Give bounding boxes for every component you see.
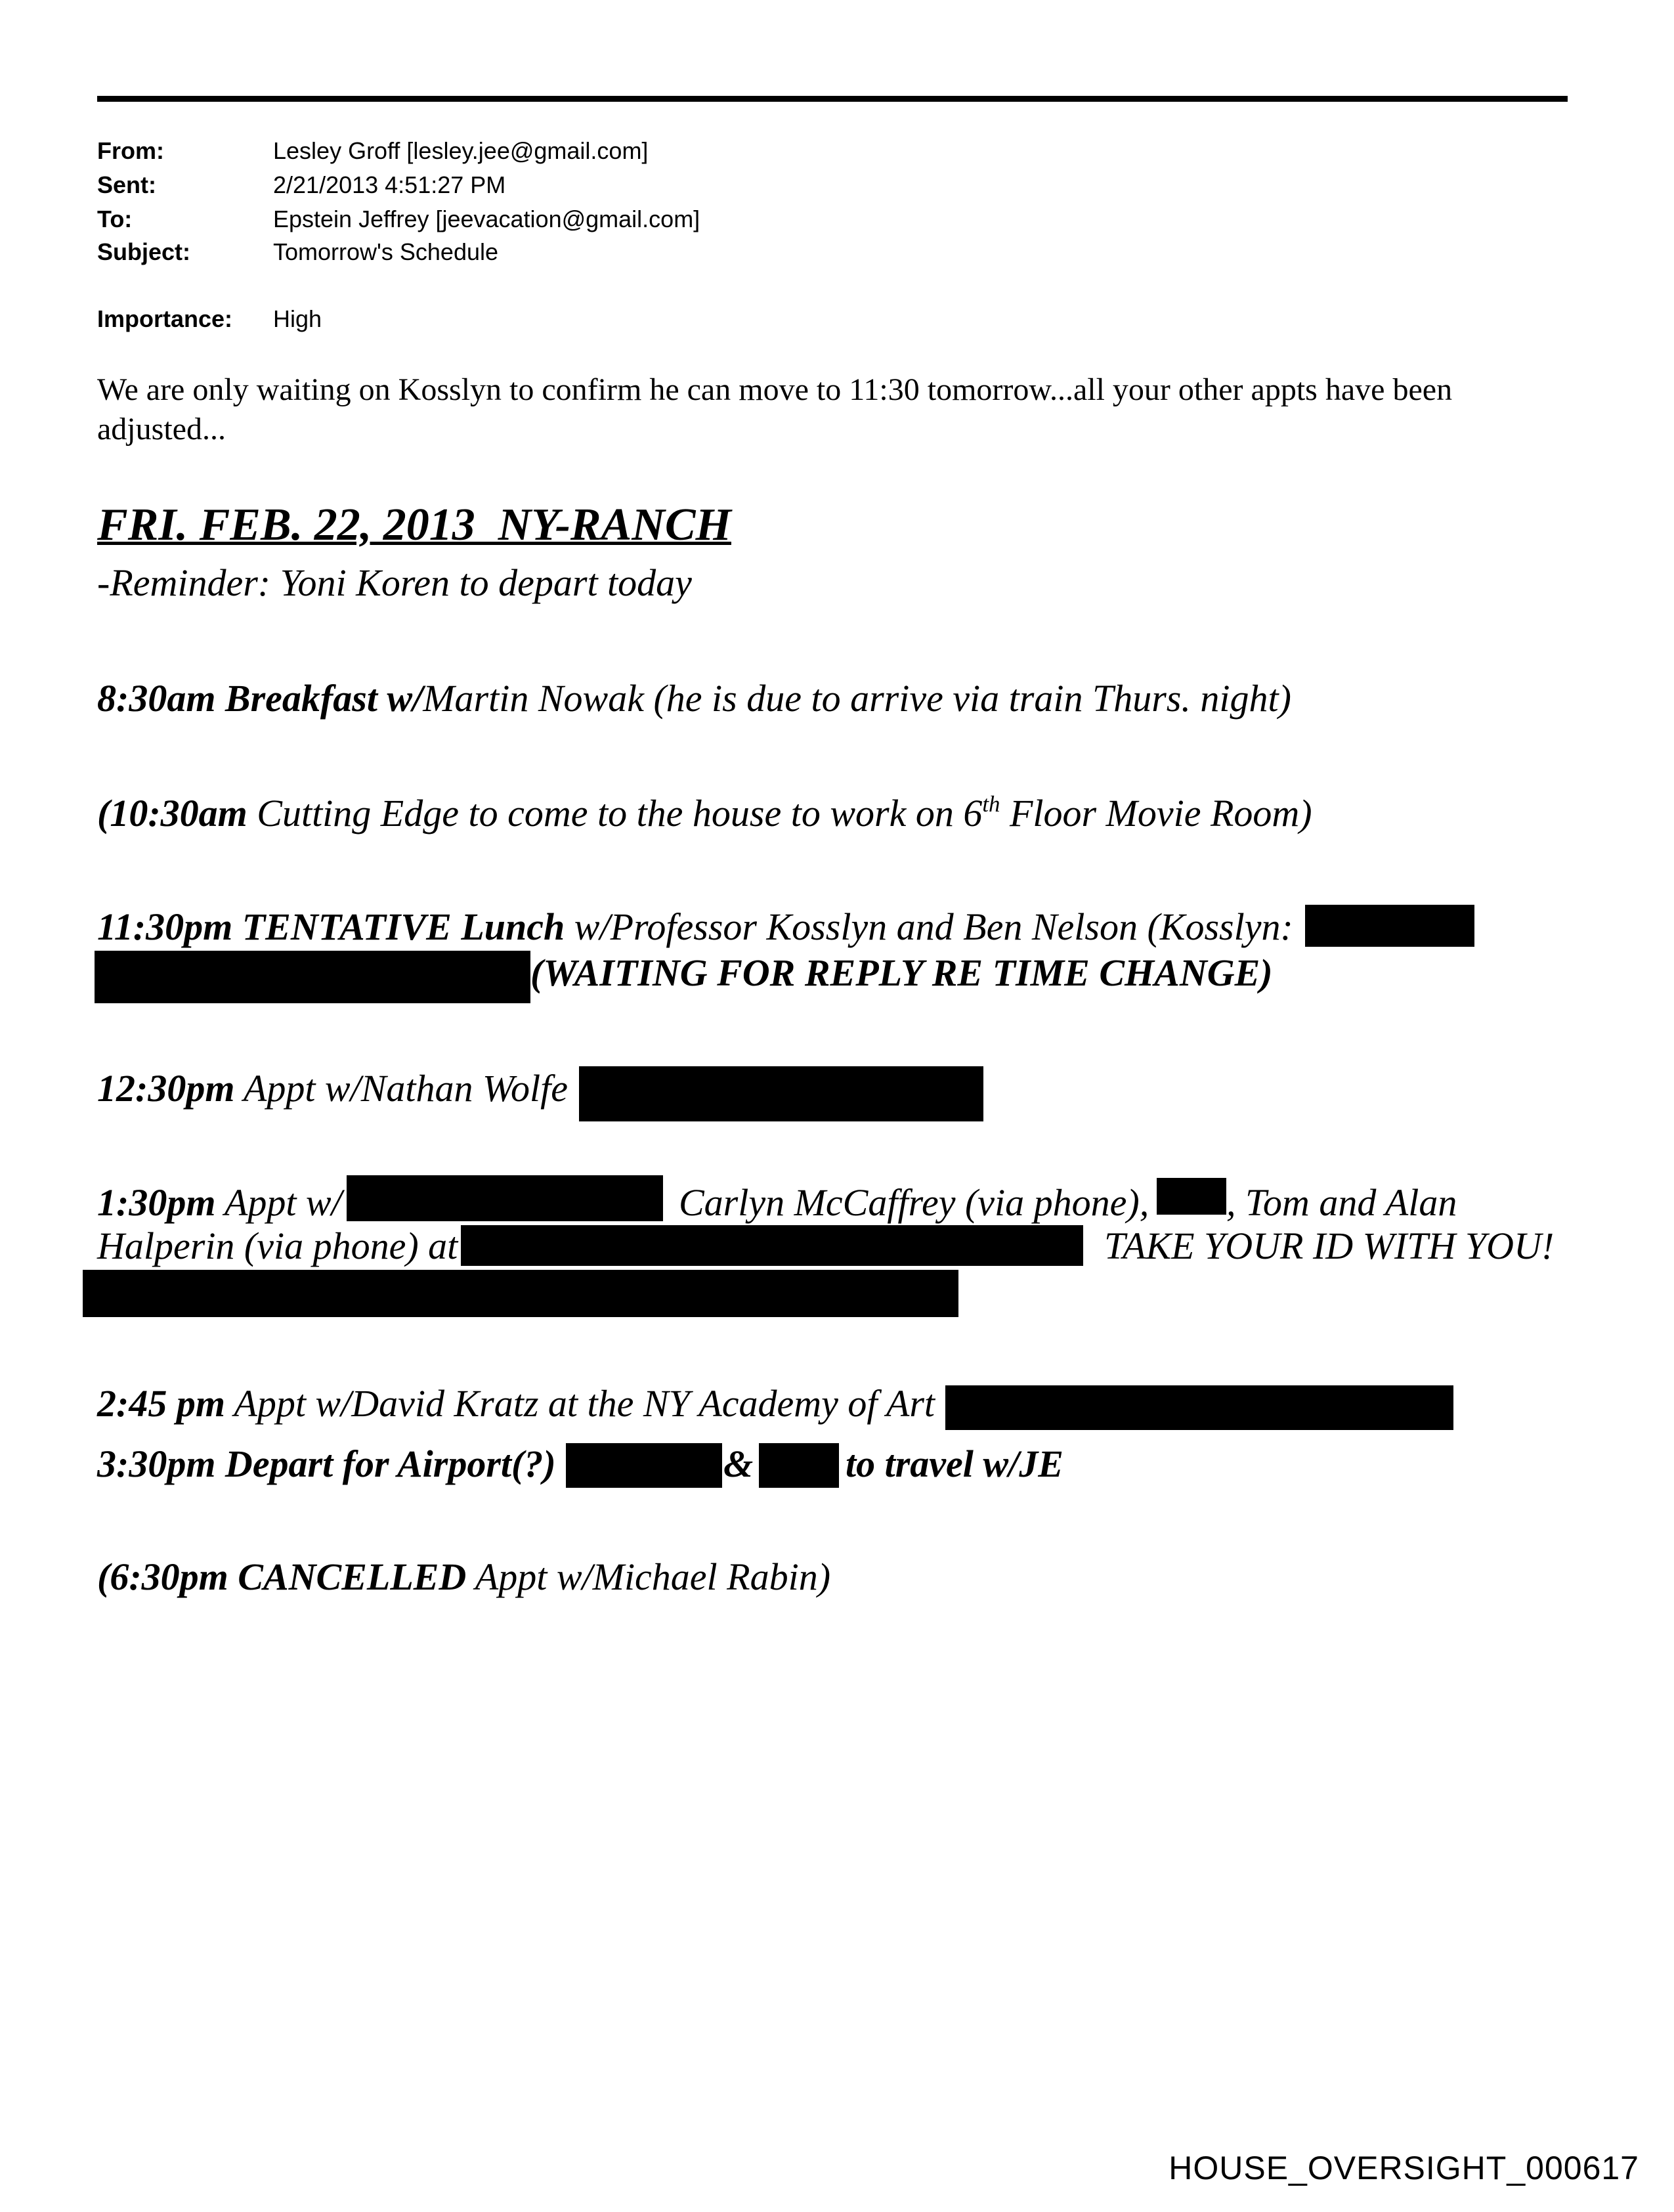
event-lunch-status: (WAITING FOR REPLY RE TIME CHANGE) (530, 951, 1273, 994)
to-label: To: (97, 206, 133, 232)
redaction-block (461, 1225, 1083, 1266)
ordinal-suffix: th (982, 791, 1000, 817)
event-airport-amp: & (723, 1442, 754, 1485)
redaction-block (1157, 1178, 1226, 1215)
bates-number: HOUSE_OVERSIGHT_000617 (1169, 2150, 1639, 2186)
event-mccaffrey-line2: Halperin (via phone) at (97, 1225, 458, 1267)
reminder-line: -Reminder: Yoni Koren to depart today (97, 561, 692, 604)
event-kratz (97, 1381, 935, 1425)
importance-label: Importance: (97, 305, 233, 332)
event-cutting-edge-text-2: Floor Movie Room) (1000, 792, 1312, 835)
event-breakfast-text: Martin Nowak (he is due to arrive via train Thurs. night) (423, 677, 1291, 720)
subject-value: Tomorrow's Schedule (273, 238, 499, 265)
event-cutting-edge (97, 791, 1312, 835)
event-mccaffrey-time: 1:30pm (97, 1181, 216, 1224)
redaction-block (566, 1443, 722, 1488)
event-airport-tail: to travel w/JE (846, 1442, 1063, 1485)
event-cutting-edge-time: 10:30am (110, 792, 247, 835)
sent-label: Sent: (97, 171, 156, 198)
event-cutting-edge-text: Cutting Edge to come to the house to work on 6 (247, 792, 983, 835)
event-lunch-text: w/Professor Kosslyn and Ben Nelson (Kosslyn: (565, 905, 1293, 948)
subject-label: Subject: (97, 238, 191, 265)
redaction-block (945, 1385, 1453, 1430)
intro-line-1: We are only waiting on Kosslyn to confirm he can move to 11:30 tomorrow...all your other appts have been (97, 372, 1453, 407)
redaction-block (1305, 905, 1474, 947)
event-wolfe (97, 1066, 568, 1110)
intro-paragraph (97, 370, 1568, 449)
event-wolfe-time: 12:30pm (97, 1067, 235, 1110)
event-rabin-text: Appt w/Michael Rabin) (466, 1555, 831, 1598)
intro-line-2: adjusted... (97, 412, 226, 446)
event-mccaffrey-names-2: , Tom and Alan (1226, 1181, 1457, 1224)
redaction-block (347, 1175, 663, 1221)
event-mccaffrey-text: Appt w/ (215, 1181, 342, 1224)
event-rabin (97, 1555, 830, 1599)
event-breakfast (97, 676, 1291, 720)
redaction-block (83, 1270, 958, 1317)
sent-value: 2/21/2013 4:51:27 PM (273, 171, 506, 198)
event-rabin-paren: ( (97, 1555, 110, 1598)
from-value: Lesley Groff [lesley.jee@gmail.com] (273, 137, 649, 164)
redaction-block (759, 1443, 839, 1488)
importance-value: High (273, 305, 322, 332)
event-lunch (97, 905, 1293, 949)
id-reminder: TAKE YOUR ID WITH YOU! (1104, 1225, 1555, 1267)
redaction-block (579, 1066, 983, 1121)
redaction-block (95, 951, 530, 1003)
event-airport: 3:30pm Depart for Airport(?) (97, 1442, 556, 1485)
event-wolfe-text: Appt w/Nathan Wolfe (234, 1067, 568, 1110)
top-rule (97, 96, 1568, 102)
event-kratz-time: 2:45 pm (97, 1382, 225, 1425)
event-lunch-time: 11:30pm TENTATIVE Lunch (97, 905, 565, 948)
event-mccaffrey (97, 1181, 342, 1225)
event-rabin-time: 6:30pm CANCELLED (110, 1555, 467, 1598)
event-mccaffrey-names: Carlyn McCaffrey (via phone), (679, 1181, 1149, 1224)
event-cutting-edge-paren: ( (97, 792, 110, 835)
event-kratz-text: Appt w/David Kratz at the NY Academy of Art (225, 1382, 935, 1425)
schedule-heading: FRI. FEB. 22, 2013 NY-RANCH (97, 500, 731, 550)
from-label: From: (97, 137, 164, 164)
to-value: Epstein Jeffrey [jeevacation@gmail.com] (273, 206, 700, 232)
event-breakfast-time: 8:30am Breakfast w/ (97, 677, 423, 720)
